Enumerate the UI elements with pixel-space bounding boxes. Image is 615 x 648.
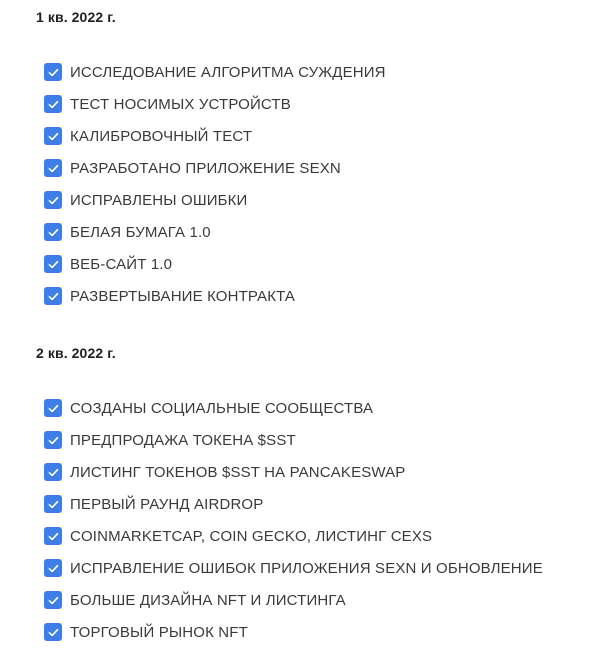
list-item [44, 488, 543, 520]
quarter-title: 2 кв. 2022 г. [36, 345, 116, 361]
checkbox-checked-icon[interactable] [44, 399, 62, 417]
list-item-label: COINMARKETCAP, COIN GECKO, ЛИСТИНГ CEXS [70, 527, 433, 545]
checkbox-checked-icon[interactable] [44, 127, 62, 145]
list-item [44, 616, 543, 648]
list-item [44, 184, 386, 216]
list-item-label: ЛИСТИНГ ТОКЕНОВ $SST НА PANCAKESWAP [70, 463, 406, 481]
checklist [44, 392, 543, 648]
list-item-label: ИСПРАВЛЕНЫ ОШИБКИ [70, 191, 248, 209]
list-item [44, 392, 543, 424]
list-item [44, 216, 386, 248]
list-item-label: СОЗДАНЫ СОЦИАЛЬНЫЕ СООБЩЕСТВА [70, 399, 374, 417]
list-item [44, 152, 386, 184]
list-item [44, 248, 386, 280]
checkbox-checked-icon[interactable] [44, 495, 62, 513]
list-item-label: ПЕРВЫЙ РАУНД AIRDROP [70, 495, 264, 513]
list-item-label: ВЕБ-САЙТ 1.0 [70, 255, 173, 273]
list-item [44, 424, 543, 456]
list-item [44, 584, 543, 616]
checkbox-checked-icon[interactable] [44, 431, 62, 449]
list-item-label: РАЗВЕРТЫВАНИЕ КОНТРАКТА [70, 287, 296, 305]
checklist [44, 56, 386, 312]
list-item [44, 120, 386, 152]
checkbox-checked-icon[interactable] [44, 223, 62, 241]
list-item-label: БЕЛАЯ БУМАГА 1.0 [70, 223, 211, 241]
list-item [44, 520, 543, 552]
checkbox-checked-icon[interactable] [44, 255, 62, 273]
list-item [44, 456, 543, 488]
checkbox-checked-icon[interactable] [44, 191, 62, 209]
list-item [44, 552, 543, 584]
list-item [44, 88, 386, 120]
checkbox-checked-icon[interactable] [44, 63, 62, 81]
quarter-title: 1 кв. 2022 г. [36, 9, 116, 25]
list-item-label: ИСПРАВЛЕНИЕ ОШИБОК ПРИЛОЖЕНИЯ SEXN И ОБНОВЛЕНИЕ [70, 559, 543, 577]
list-item-label: БОЛЬШЕ ДИЗАЙНА NFT И ЛИСТИНГА [70, 591, 346, 609]
list-item [44, 56, 386, 88]
checkbox-checked-icon[interactable] [44, 527, 62, 545]
checkbox-checked-icon[interactable] [44, 95, 62, 113]
list-item-label: ТЕСТ НОСИМЫХ УСТРОЙСТВ [70, 95, 291, 113]
list-item-label: РАЗРАБОТАНО ПРИЛОЖЕНИЕ SEXN [70, 159, 341, 177]
checkbox-checked-icon[interactable] [44, 463, 62, 481]
list-item-label: ПРЕДПРОДАЖА ТОКЕНА $SST [70, 431, 296, 449]
list-item-label: ИССЛЕДОВАНИЕ АЛГОРИТМА СУЖДЕНИЯ [70, 63, 386, 81]
list-item-label: ТОРГОВЫЙ РЫНОК NFT [70, 623, 248, 641]
list-item [44, 280, 386, 312]
list-item-label: КАЛИБРОВОЧНЫЙ ТЕСТ [70, 127, 253, 145]
checkbox-checked-icon[interactable] [44, 623, 62, 641]
checkbox-checked-icon[interactable] [44, 287, 62, 305]
checkbox-checked-icon[interactable] [44, 559, 62, 577]
checkbox-checked-icon[interactable] [44, 591, 62, 609]
checkbox-checked-icon[interactable] [44, 159, 62, 177]
